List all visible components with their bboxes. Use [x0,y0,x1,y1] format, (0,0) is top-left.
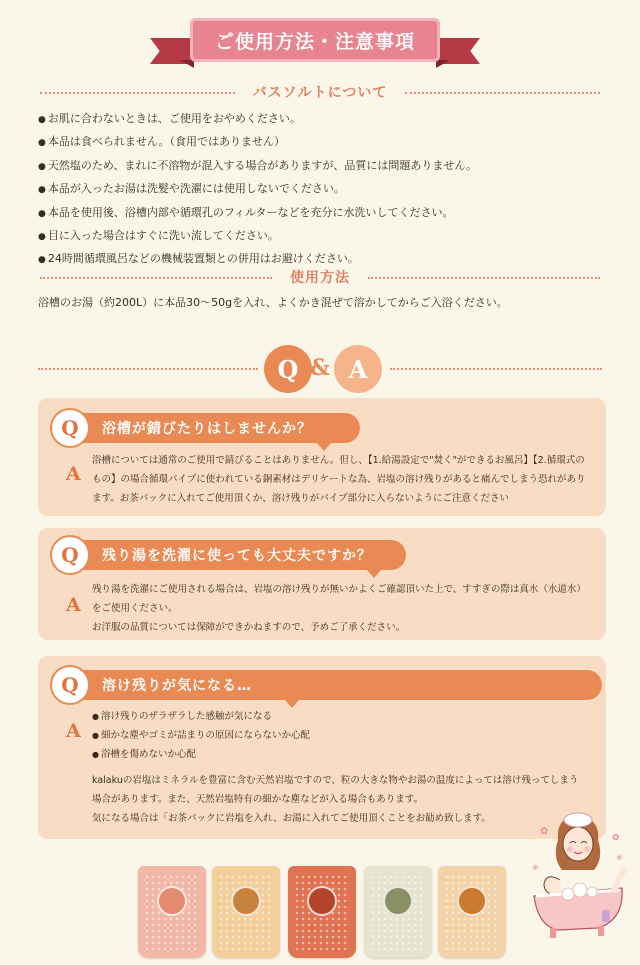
bath-salt-heading [40,83,600,101]
answer-text-3 [92,771,578,828]
q-badge: Q [50,408,90,448]
svg-text:❀: ❀ [616,853,623,862]
product-label-icon [307,886,337,916]
bath-salt-heading-label: バスソルトについて [252,85,388,101]
answer-line: 場合があります。また、天然岩塩特有の細かな塵などが入る場合もあります。 [92,794,423,805]
product-label-icon [231,886,261,916]
question-bar-1 [54,413,360,443]
answer-text-1 [92,451,586,508]
answer-line: お洋服の品質については保障ができかねますので、予めご了承ください。 [92,622,406,633]
a-badge: A [66,463,81,485]
answer-line: もの】の場合循環パイプに使われている銅素材はデリケートな為、岩塩の溶け残りがあると痛んでしまう恐れがあり [92,474,586,485]
qa-title-a: A [334,345,382,393]
product-bag-green [364,866,432,958]
svg-text:✿: ✿ [540,826,549,837]
answer-text-2 [92,580,586,637]
answer-line: 気になる場合は「お茶パックに岩塩を入れ、お湯に入れてご使用頂くことをお勧め致します。 [92,813,491,824]
dotted-rule [40,92,235,94]
answer-bullet: ● 溶け残りのザラザラした感触が気になる [92,707,310,726]
q-badge: Q [50,665,90,705]
list-item: ● お肌に合わないときは、ご使用をおやめください。 [38,108,618,131]
product-label-icon [157,886,187,916]
qa-title-q: Q [264,345,312,393]
list-item: ● 本品を使用後、浴槽内部や循環孔のフィルターなどを充分に水洗いしてください。 [38,202,618,225]
ribbon-fold-right [436,60,450,68]
product-label-icon [383,886,413,916]
header-banner [150,12,480,72]
qa-rule-left [38,368,258,370]
dotted-rule [368,277,600,279]
question-pointer [316,442,332,451]
product-label-icon [457,886,487,916]
qa-title-amp: & [310,355,330,381]
product-bag-orange [438,866,506,958]
answer-line: kalakuの岩塩はミネラルを豊富に含む天然岩塩ですので、粒の大きな物やお湯の温度によっては溶け残ってしまう [92,775,579,786]
question-bar-3 [54,670,602,700]
question-text: 残り湯を洗濯に使っても大丈夫ですか？ [102,548,372,564]
list-item: ● 本品が入ったお湯は洗髪や洗濯には使用しないでください。 [38,178,618,201]
answer-bullets-3 [92,707,310,764]
answer-line: をご使用ください。 [92,603,178,614]
svg-text:✿: ✿ [612,833,620,843]
answer-line: 浴槽については通常のご使用で錆びることはありません。但し、【1.給湯設定で"焚く"ができるお風呂】【2.循環式の [92,455,585,466]
usage-heading [40,268,600,286]
dotted-rule [405,92,600,94]
ribbon-fold-left [180,60,194,68]
answer-line: 残り湯を洗濯にご使用される場合は、岩塩の溶け残りが無いかよくご確認頂いた上で、すすぎの際は真水（水道水） [92,584,586,595]
list-item: ● 本品は食べられません。（食用ではありません） [38,131,618,154]
question-bar-2 [54,540,406,570]
product-bag-peach [212,866,280,958]
question-text: 溶け残りが気になる… [102,678,252,694]
svg-text:❀: ❀ [532,863,539,872]
a-badge: A [66,720,81,742]
list-item: ● 天然塩のため、まれに不溶物が混入する場合がありますが、品質には問題ありません。 [38,155,618,178]
product-bag-pink [138,866,206,958]
page-title: ご使用方法・注意事項 [190,18,440,62]
question-text: 浴槽が錆びたりはしませんか？ [102,421,312,437]
a-badge: A [66,594,81,616]
bath-salt-list [38,108,618,272]
list-item: ● 目に入った場合はすぐに洗い流してください。 [38,225,618,248]
usage-text: 浴槽のお湯（約200L）に本品30～50gを入れ、よくかき混ぜて溶かしてからご入浴ください。 [38,296,508,309]
answer-line: ます。お茶パックに入れてご使用頂くか、溶け残りがパイプ部分に入らないようにご注意ください [92,493,509,504]
bath-woman-illustration [528,810,628,950]
dotted-rule [40,277,272,279]
question-pointer [366,569,382,578]
answer-bullet: ● 浴槽を傷めないか心配 [92,745,310,764]
answer-bullet: ● 細かな塵やゴミが詰まりの原因にならないか心配 [92,726,310,745]
usage-heading-label: 使用方法 [290,270,350,286]
q-badge: Q [50,535,90,575]
qa-rule-right [390,368,602,370]
product-bag-red [288,866,356,958]
list-item: ● 24時間循環風呂などの機械装置類との併用はお避けください。 [38,248,618,271]
